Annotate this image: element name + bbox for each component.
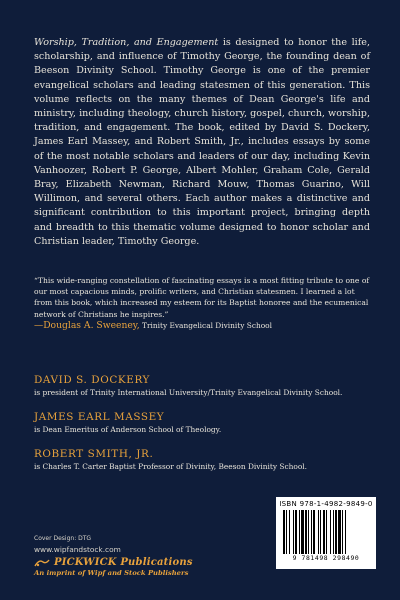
endorser-institution: Trinity Evangelical Divinity School — [139, 320, 272, 330]
editor-block — [34, 374, 374, 398]
editor-name: DAVID S. DOCKERY — [34, 374, 151, 386]
publisher-line — [34, 557, 234, 568]
cover-design-credit: Cover Design: DTG — [34, 535, 92, 542]
editor-name: JAMES EARL MASSEY — [34, 411, 165, 423]
publisher-credits — [34, 535, 234, 577]
publisher-website: www.wipfandstock.com — [34, 545, 121, 554]
editor-description: is Charles T. Carter Baptist Professor of Divinity, Beeson Divinity School. — [34, 462, 307, 471]
editor-block — [34, 411, 374, 435]
imprint-line: An imprint of Wipf and Stock Publishers — [34, 569, 189, 577]
isbn-text: ISBN 978-1-4982-9849-0 — [279, 500, 373, 508]
editor-description: is Dean Emeritus of Anderson School of Theology. — [34, 425, 222, 434]
endorser-name: —Douglas A. Sweeney, — [34, 319, 140, 331]
barcode-number: 9 781498 298490 — [292, 554, 360, 562]
book-title-italic: Worship, Tradition, and Engagement — [34, 37, 219, 48]
barcode — [276, 497, 376, 569]
editor-name: ROBERT SMITH, JR. — [34, 448, 154, 460]
endorsement — [34, 275, 372, 331]
publisher-name: PICKWICK Publications — [54, 557, 193, 568]
description-body: is designed to honor the life, scholarship, and influence of Timothy George, the founding dean of Beeson Divinity School. Timothy George is one of the premier evangelical scholars and leading statesmen of this generation. This volume reflects on the many themes of Dean George's life and ministry, including theology, church history, gospel, church, worship, tradition, and engagement. The book, edited by David S. Dockery, James Earl Massey, and Robert Smith, Jr., includes essays by some of the most notable scholars and leaders of our day, including Kevin Vanhoozer, Robert P. George, Albert Mohler, Graham Cole, Gerald Bray, Elizabeth Newman, Richard Mouw, Thomas Guarino, Will Willimon, and several others. Each author makes a distinctive and significant contribution to this important project, bringing depth and breadth to this thematic volume designed to honor scholar and Christian leader, Timothy George. — [34, 37, 370, 247]
editor-block — [34, 448, 374, 472]
description-text — [34, 36, 370, 249]
endorsement-text: “This wide-ranging constellation of fascinating essays is a most fitting tribute to one of our most capacious minds, prolific writers, and Christian statesmen. I learned a lot from this book, which increased my esteem for its Baptist honoree and the ecumenical network of Christians he inspires.” — [34, 276, 370, 319]
editor-description: is president of Trinity International University/Trinity Evangelical Divinity School. — [34, 388, 343, 397]
pickwick-logo-icon — [34, 558, 50, 568]
barcode-bars — [282, 510, 370, 554]
